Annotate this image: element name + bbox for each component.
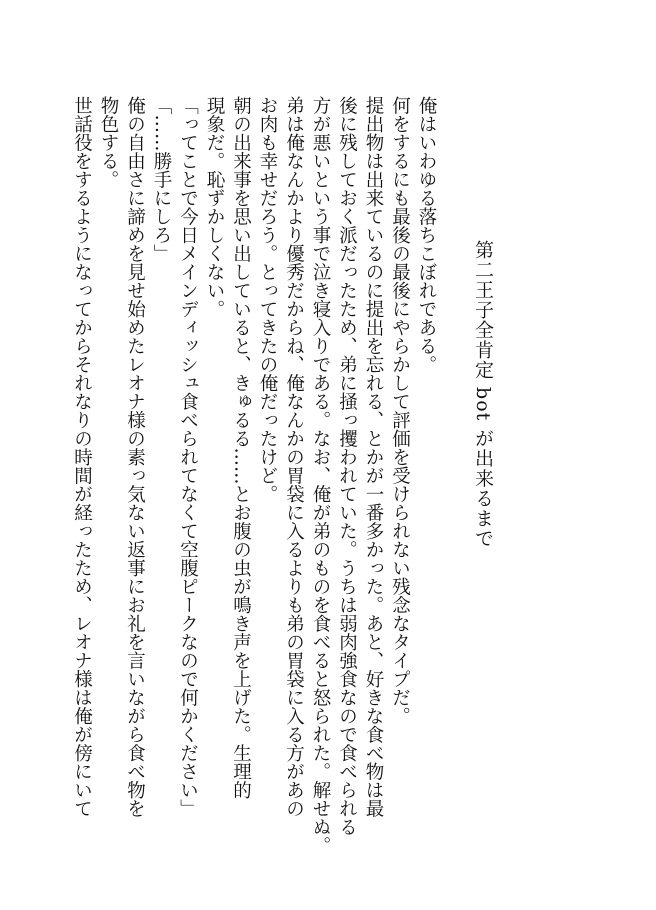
text-line: 俺の自由さに諦めを見せ始めたレオナ様の素っ気ない返事にお礼を言いながら食べ物を [124,96,146,818]
text-line: お肉も幸せだろう。とってきたの俺だったけど。 [257,96,278,503]
text-line: 物色する。 [98,96,119,189]
text-line: 「ってことで今日メインディッシュ食べられてなくて空腹ピークなので何かください」 [177,96,199,818]
text-line: 「……勝手にしろ」 [151,96,172,263]
text-line: 現象だ。恥ずかしくない。 [204,96,225,318]
text-line: 提出物は出来ているのに提出を忘れる、とかが一番多かった。あと、好きな食べ物は最 [363,96,384,818]
text-line: 弟は俺なんかより優秀だからね、俺なんかの胃袋に入るよりも弟の胃袋に入る方があの [283,96,305,818]
chapter-title: 第二王子全肯定 bot が出来るまで [472,240,494,549]
text-line: 世話役をするようになってからそれなりの時間が経ったため、レオナ様は俺が傍にいて [71,96,93,818]
text-line: 方が悪いという事で泣き寝入りである。なお、俺が弟のものを食べると怒られた。解せぬ。 [310,96,331,855]
text-line: 後に残しておく派だったため、弟に掻っ攫われていた。うちは弱肉強食なので食べられる [336,96,358,836]
text-line: 何をするにも最後の最後にやらかして評価を受けられない残念なタイプだ。 [389,96,411,725]
text-line: 俺はいわゆる落ちこぼれである。 [416,96,437,374]
body-text [71,96,439,855]
text-line: 朝の出来事を思い出していると、きゅるる……とお腹の虫が鳴き声を上げた。生理的 [230,96,252,799]
